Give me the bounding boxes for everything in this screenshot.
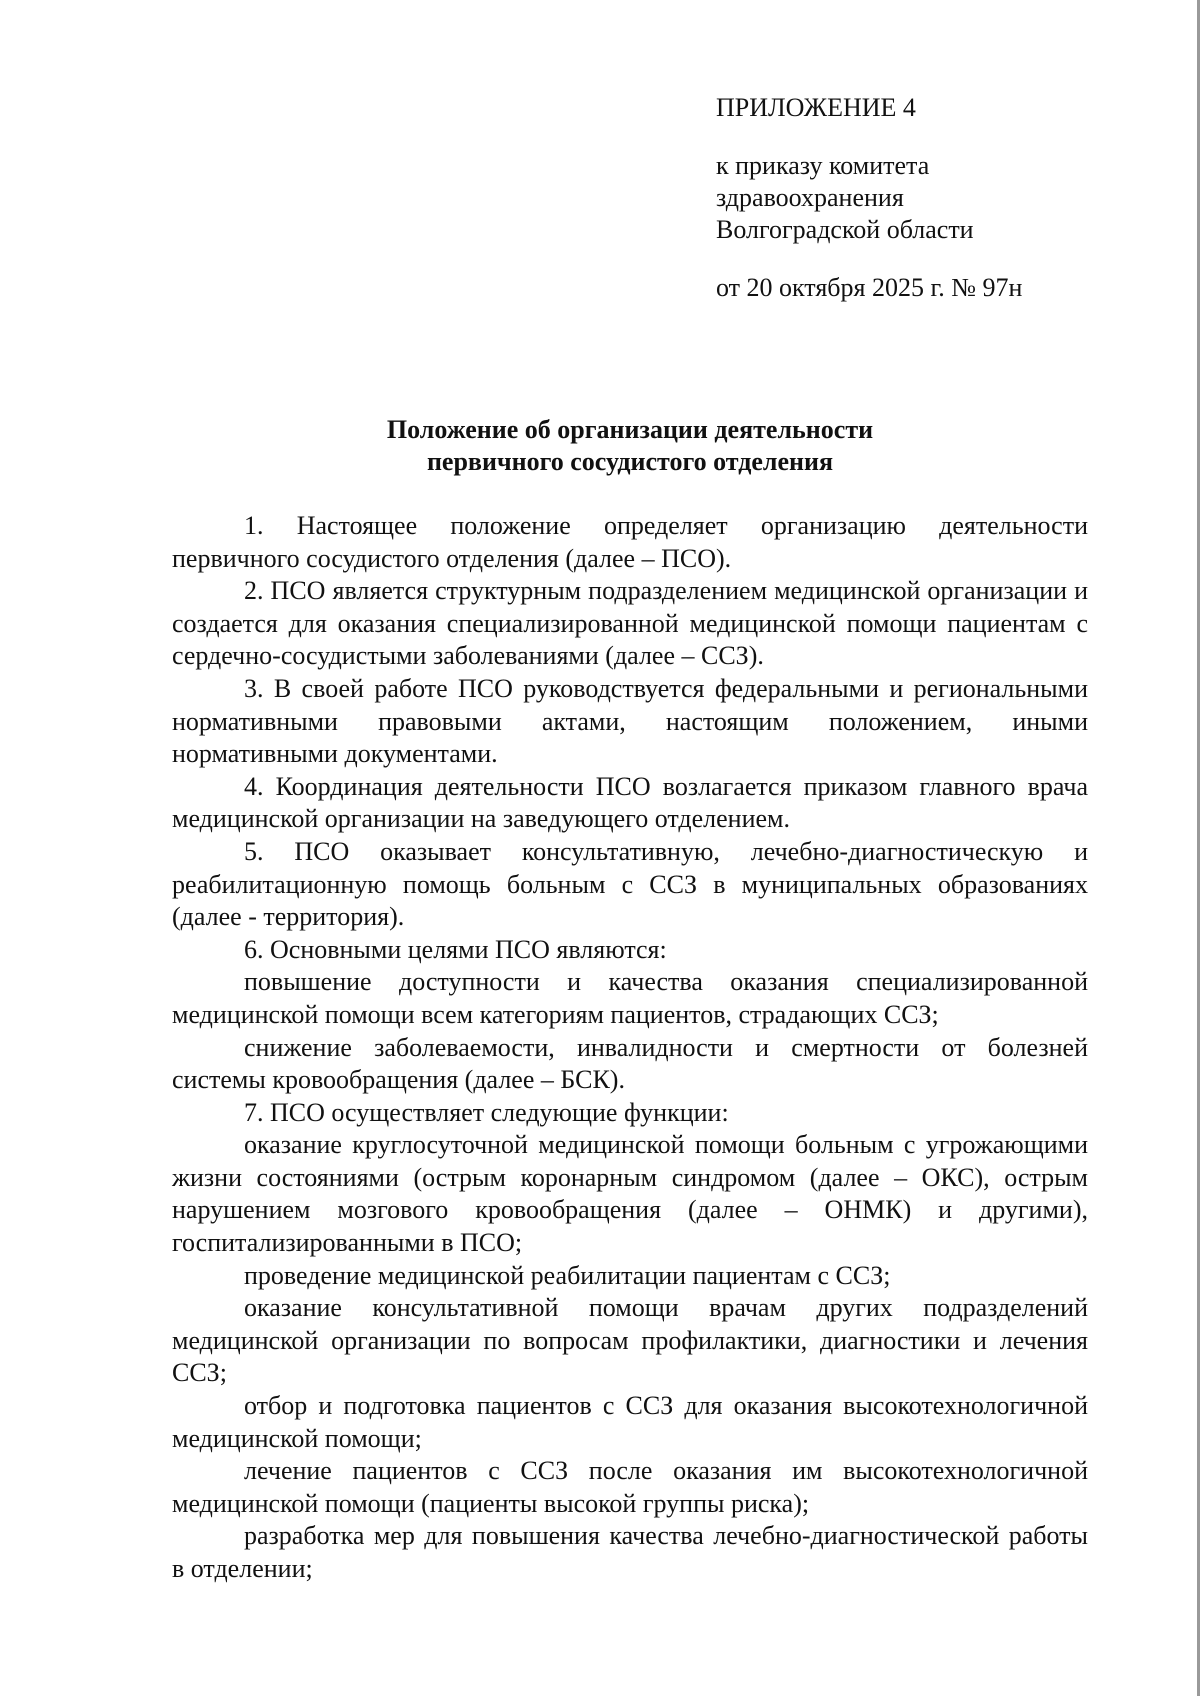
order-reference [716, 150, 1156, 246]
paragraph: 2. ПСО является структурным подразделением медицинской организации и создается для оказания специализированной медицинской помощи пациентам с сердечно-сосудистыми заболеваниями (далее – ССЗ). [172, 576, 1088, 671]
paragraph: разработка мер для повышения качества лечебно-диагностической работы в отделении; [172, 1521, 1088, 1583]
document-body [172, 510, 1088, 1586]
paragraph: оказание консультативной помощи врачам других подразделений медицинской организации по вопросам профилактики, диагностики и лечения ССЗ; [172, 1293, 1088, 1388]
order-date: от 20 октября 2025 г. № 97н [716, 273, 1023, 302]
paragraph: 6. Основными целями ПСО являются: [244, 934, 667, 964]
order-line: Волгоградской области [716, 215, 974, 244]
paragraph: 4. Координация деятельности ПСО возлагается приказом главного врача медицинской организации на заведующего отделением. [172, 771, 1088, 834]
order-line: к приказу комитета [716, 151, 930, 180]
paragraph: отбор и подготовка пациентов с ССЗ для оказания высокотехнологичной медицинской помощи; [172, 1391, 1088, 1453]
title-line: Положение об организации деятельности [386, 415, 874, 444]
document-title [172, 414, 1088, 478]
paragraph: 5. ПСО оказывает консультативную, лечебно-диагностическую и реабилитационную помощь больным с ССЗ в муниципальных образованиях (далее - территория). [172, 836, 1088, 932]
paragraph: оказание круглосуточной медицинской помощи больным с угрожающими жизни состояниями (острым коронарным синдромом (далее – ОКС), острым нарушением мозгового кровообращения (далее – ОНМК) и другими), госпитализированными в ПСО; [172, 1130, 1088, 1258]
title-line: первичного сосудистого отделения [426, 447, 834, 476]
paragraph: 7. ПСО осуществляет следующие функции: [244, 1097, 729, 1127]
paragraph: 3. В своей работе ПСО руководствуется федеральными и региональными нормативными правовыми актами, настоящим положением, иными нормативными документами. [172, 673, 1088, 769]
paragraph: лечение пациентов с ССЗ после оказания им высокотехнологичной медицинской помощи (пациенты высокой группы риска); [172, 1456, 1088, 1518]
appendix-header [716, 92, 1156, 304]
appendix-label: ПРИЛОЖЕНИЕ 4 [716, 93, 916, 122]
paragraph: повышение доступности и качества оказания специализированной медицинской помощи всем категориям пациентов, страдающих ССЗ; [172, 967, 1088, 1029]
order-line: здравоохранения [716, 183, 904, 212]
paragraph: проведение медицинской реабилитации пациентам с ССЗ; [244, 1260, 891, 1290]
paragraph: 1. Настоящее положение определяет организацию деятельности первичного сосудистого отделения (далее – ПСО). [172, 511, 1088, 573]
paragraph: снижение заболеваемости, инвалидности и смертности от болезней системы кровообращения (далее – БСК). [172, 1032, 1088, 1095]
